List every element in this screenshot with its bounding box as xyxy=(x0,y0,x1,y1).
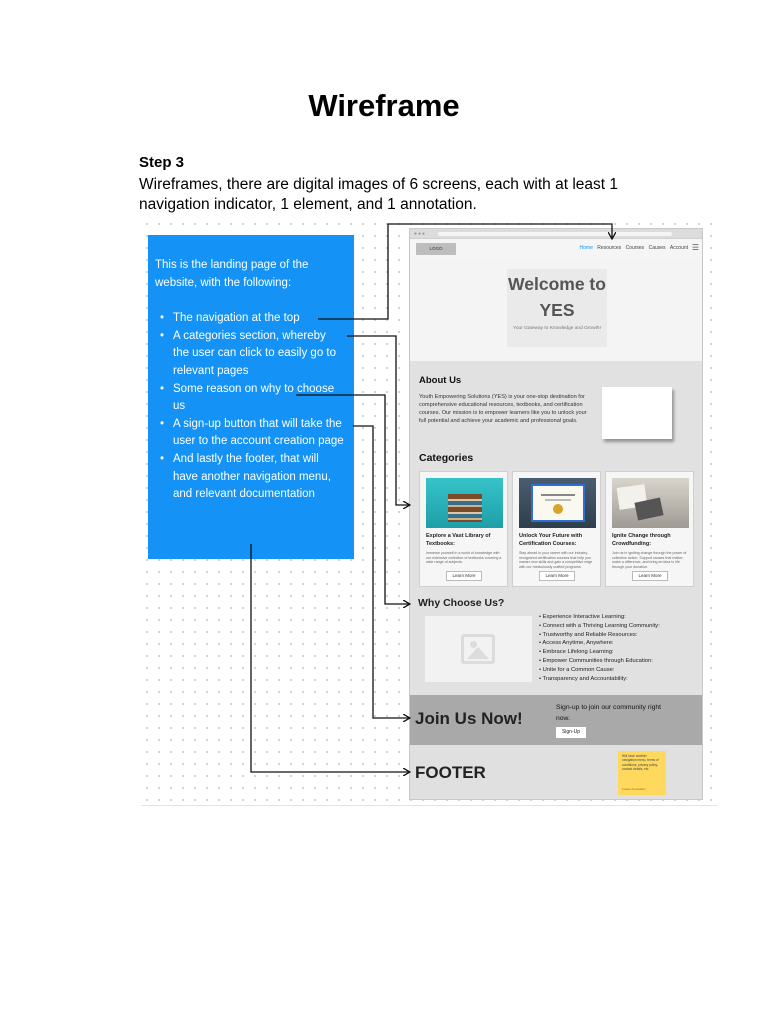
sticky-signature: Footer Annotation xyxy=(622,786,646,791)
category-title: Explore a Vast Library of Textbooks: xyxy=(426,533,491,547)
categories-title: Categories xyxy=(419,452,474,464)
annotation-item: • And lastly the footer, that will have another navigation menu, and relevant documentation xyxy=(155,451,344,504)
logo-placeholder: LOGO xyxy=(416,243,456,255)
why-item: • Trustworthy and Reliable Resources: xyxy=(539,631,699,640)
category-title: Ignite Change through Crowdfunding: xyxy=(612,533,671,547)
join-title: Join Us Now! xyxy=(415,709,523,728)
category-title: Unlock Your Future with Certification Courses: xyxy=(519,533,583,547)
step-description: Wireframes, there are digital images of 6 screens, each with at least 1 navigation indicator, 1 element, and 1 annotation. xyxy=(139,176,618,213)
sticky-text: Will have another navigation menu, terms of conditions, privacy policy, contact details, etc. xyxy=(622,754,659,772)
hero-title-line: YES xyxy=(539,300,575,320)
annotation-item: • A categories section, whereby the user can click to easily go to relevant pages xyxy=(155,328,344,381)
step-heading: Step 3 xyxy=(139,154,185,171)
why-item: • Access Anytime, Anywhere: xyxy=(539,639,699,648)
arrow-why-choose xyxy=(296,395,409,604)
about-text: Youth Empowering Solutions (YES) is your one-stop destination for comprehensive educational resources, textbooks, and certification courses. Our mission is to empower learners like you to unlock your full potential and achieve your academic and professional goals. xyxy=(419,394,587,424)
category-text: Stay ahead in your career with our industry-recognized certification courses that help you master new skills and gain a competitive edge with our meticulously crafted programs. xyxy=(519,551,593,569)
annotation-item: • A sign-up button that will take the user to the account creation page xyxy=(155,416,344,451)
nav-item-home[interactable]: Home xyxy=(579,245,593,251)
why-item: • Unite for a Common Cause: xyxy=(539,666,699,675)
hero-title-line: Welcome to xyxy=(508,274,606,294)
footer-title: FOOTER xyxy=(415,763,486,782)
arrow-sign-up xyxy=(353,426,409,718)
nav-item-account[interactable]: Account xyxy=(669,245,688,251)
category-text: Join us in igniting change through the power of collective action. Support causes that matter, make a difference, and bring an idea to life through your donation. xyxy=(612,551,687,569)
why-item: • Empower Communities through Education: xyxy=(539,657,699,666)
join-text: Sign-up to join our community right now. xyxy=(556,704,662,722)
hero-subtitle: Your Gateway to Knowledge and Growth! xyxy=(513,326,601,331)
nav-item-courses[interactable]: Courses xyxy=(625,245,645,251)
annotation-item: • The navigation at the top xyxy=(155,310,344,328)
learn-more-button[interactable]: Learn More xyxy=(632,571,668,581)
why-choose-title: Why Choose Us? xyxy=(418,597,505,609)
nav-item-resources[interactable]: Resources xyxy=(597,245,622,251)
annotation-item: • Some reason on why to choose us xyxy=(155,381,344,416)
learn-more-button[interactable]: Learn More xyxy=(539,571,575,581)
category-text: Immerse yourself in a world of knowledge with our extensive collection of textbooks covering a wide range of subjects. xyxy=(426,551,502,565)
arrow-navigation xyxy=(318,224,612,319)
learn-more-button[interactable]: Learn More xyxy=(446,571,482,581)
window-dots-icon: ●●● xyxy=(414,231,427,237)
nav-item-causes[interactable]: Causes xyxy=(648,245,666,251)
why-item: • Connect with a Thriving Learning Community: xyxy=(539,622,699,631)
arrow-categories xyxy=(347,336,409,505)
why-item: • Experience Interactive Learning: xyxy=(539,613,699,622)
why-item: • Transparency and Accountability: xyxy=(539,675,699,684)
annotation-intro: This is the landing page of the website, with the following: xyxy=(155,259,309,289)
about-title: About Us xyxy=(419,375,462,386)
page-title: Wireframe xyxy=(308,88,460,123)
sign-up-button[interactable]: Sign-Up xyxy=(556,727,586,738)
hamburger-icon[interactable]: ☰ xyxy=(691,243,699,252)
why-item: • Embrace Lifelong Learning: xyxy=(539,648,699,657)
